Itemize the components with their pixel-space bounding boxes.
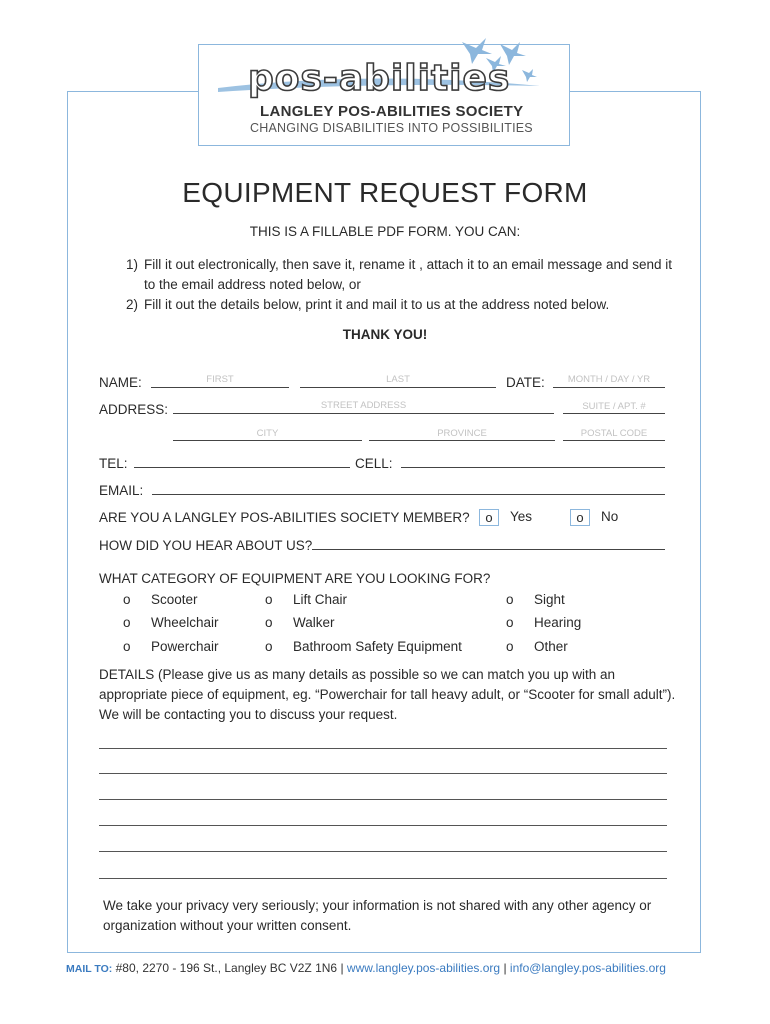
province-hint: PROVINCE	[437, 428, 487, 439]
street-address-field[interactable]	[173, 413, 554, 414]
option-walker: Walker	[293, 615, 335, 630]
email-label: EMAIL:	[99, 483, 144, 498]
form-subtitle: THIS IS A FILLABLE PDF FORM. YOU CAN:	[249, 224, 521, 239]
org-name: LANGLEY POS-ABILITIES SOCIETY	[260, 103, 524, 120]
details-instructions: DETAILS (Please give us as many details as possible so we can match you up with an appropriate piece of equipment, eg. “Powerchair for tall heavy adult, or “Scooter for small adult”). We will be contacting you to discuss your request.	[99, 667, 676, 722]
mailing-address: #80, 2270 - 196 St., Langley BC V2Z 1N6	[115, 961, 338, 975]
option-sight: Sight	[534, 592, 565, 607]
details-line[interactable]	[99, 851, 667, 852]
form-title: EQUIPMENT REQUEST FORM	[182, 177, 588, 208]
member-question: ARE YOU A LANGLEY POS-ABILITIES SOCIETY MEMBER?	[99, 510, 470, 525]
cell-label: CELL:	[355, 456, 393, 471]
instruction-item	[126, 255, 686, 295]
option-scooter: Scooter	[151, 592, 198, 607]
option-lift-chair: Lift Chair	[293, 592, 348, 607]
date-hint: MONTH / DAY / YR	[567, 374, 651, 385]
footer-separator: |	[503, 961, 507, 975]
member-no-label: No	[601, 509, 619, 524]
privacy-statement: We take your privacy very seriously; your information is not shared with any other agency or organization without your written consent.	[103, 898, 652, 933]
footer	[66, 961, 666, 975]
other-checkbox[interactable]: o	[506, 639, 514, 654]
scooter-checkbox[interactable]: o	[123, 592, 131, 607]
name-label: NAME:	[99, 375, 142, 390]
instruction-number: 1)	[126, 257, 139, 272]
hear-about-us-label: HOW DID YOU HEAR ABOUT US?	[99, 538, 313, 553]
option-bathroom-safety: Bathroom Safety Equipment	[293, 639, 462, 654]
instruction-number: 2)	[126, 297, 139, 312]
footer-separator: |	[340, 961, 344, 975]
member-no-radio[interactable]: o	[570, 509, 590, 526]
instruction-text: Fill it out the details below, print it and mail it to us at the address noted below.	[144, 297, 610, 312]
city-hint: CITY	[256, 428, 279, 439]
last-name-hint: LAST	[386, 374, 410, 385]
date-label: DATE:	[506, 375, 545, 390]
details-line[interactable]	[99, 878, 667, 879]
email-field[interactable]	[152, 494, 665, 495]
logo-wordmark: pos-abilities	[248, 58, 511, 99]
details-line[interactable]	[99, 799, 667, 800]
website-link[interactable]: www.langley.pos-abilities.org	[346, 961, 501, 975]
tel-label: TEL:	[99, 456, 128, 471]
details-line[interactable]	[99, 773, 667, 774]
postal-code-field[interactable]	[563, 440, 665, 441]
walker-checkbox[interactable]: o	[265, 615, 273, 630]
mail-to-label: MAIL TO:	[66, 963, 113, 975]
first-name-field[interactable]	[151, 387, 289, 388]
powerchair-checkbox[interactable]: o	[123, 639, 131, 654]
wheelchair-checkbox[interactable]: o	[123, 615, 131, 630]
date-field[interactable]	[553, 387, 665, 388]
details-line[interactable]	[99, 748, 667, 749]
email-link[interactable]: info@langley.pos-abilities.org	[509, 961, 666, 975]
option-wheelchair: Wheelchair	[151, 615, 219, 630]
city-field[interactable]	[173, 440, 362, 441]
bathroom-safety-checkbox[interactable]: o	[265, 639, 273, 654]
equipment-question: WHAT CATEGORY OF EQUIPMENT ARE YOU LOOKING FOR?	[99, 571, 491, 586]
instruction-item	[126, 295, 686, 315]
member-yes-label: Yes	[510, 509, 533, 524]
tel-field[interactable]	[134, 467, 350, 468]
postal-code-hint: POSTAL CODE	[580, 428, 648, 439]
last-name-field[interactable]	[300, 387, 496, 388]
suite-hint: SUITE / APT. #	[582, 401, 646, 412]
hearing-checkbox[interactable]: o	[506, 615, 514, 630]
details-line[interactable]	[99, 825, 667, 826]
sight-checkbox[interactable]: o	[506, 592, 514, 607]
hear-about-us-field[interactable]	[312, 549, 665, 550]
org-tagline: CHANGING DISABILITIES INTO POSSIBILITIES	[250, 121, 533, 135]
province-field[interactable]	[369, 440, 555, 441]
first-name-hint: FIRST	[206, 374, 234, 385]
option-hearing: Hearing	[534, 615, 582, 630]
option-powerchair: Powerchair	[151, 639, 219, 654]
address-label: ADDRESS:	[99, 402, 169, 417]
lift-chair-checkbox[interactable]: o	[265, 592, 273, 607]
member-yes-radio[interactable]: o	[479, 509, 499, 526]
thank-you-text: THANK YOU!	[342, 327, 428, 342]
cell-field[interactable]	[401, 467, 665, 468]
option-other: Other	[534, 639, 568, 654]
street-address-hint: STREET ADDRESS	[320, 400, 407, 411]
instruction-text: Fill it out electronically, then save it, rename it , attach it to an email message and send it to the email address noted below, or	[144, 257, 673, 292]
suite-field[interactable]	[563, 413, 665, 414]
